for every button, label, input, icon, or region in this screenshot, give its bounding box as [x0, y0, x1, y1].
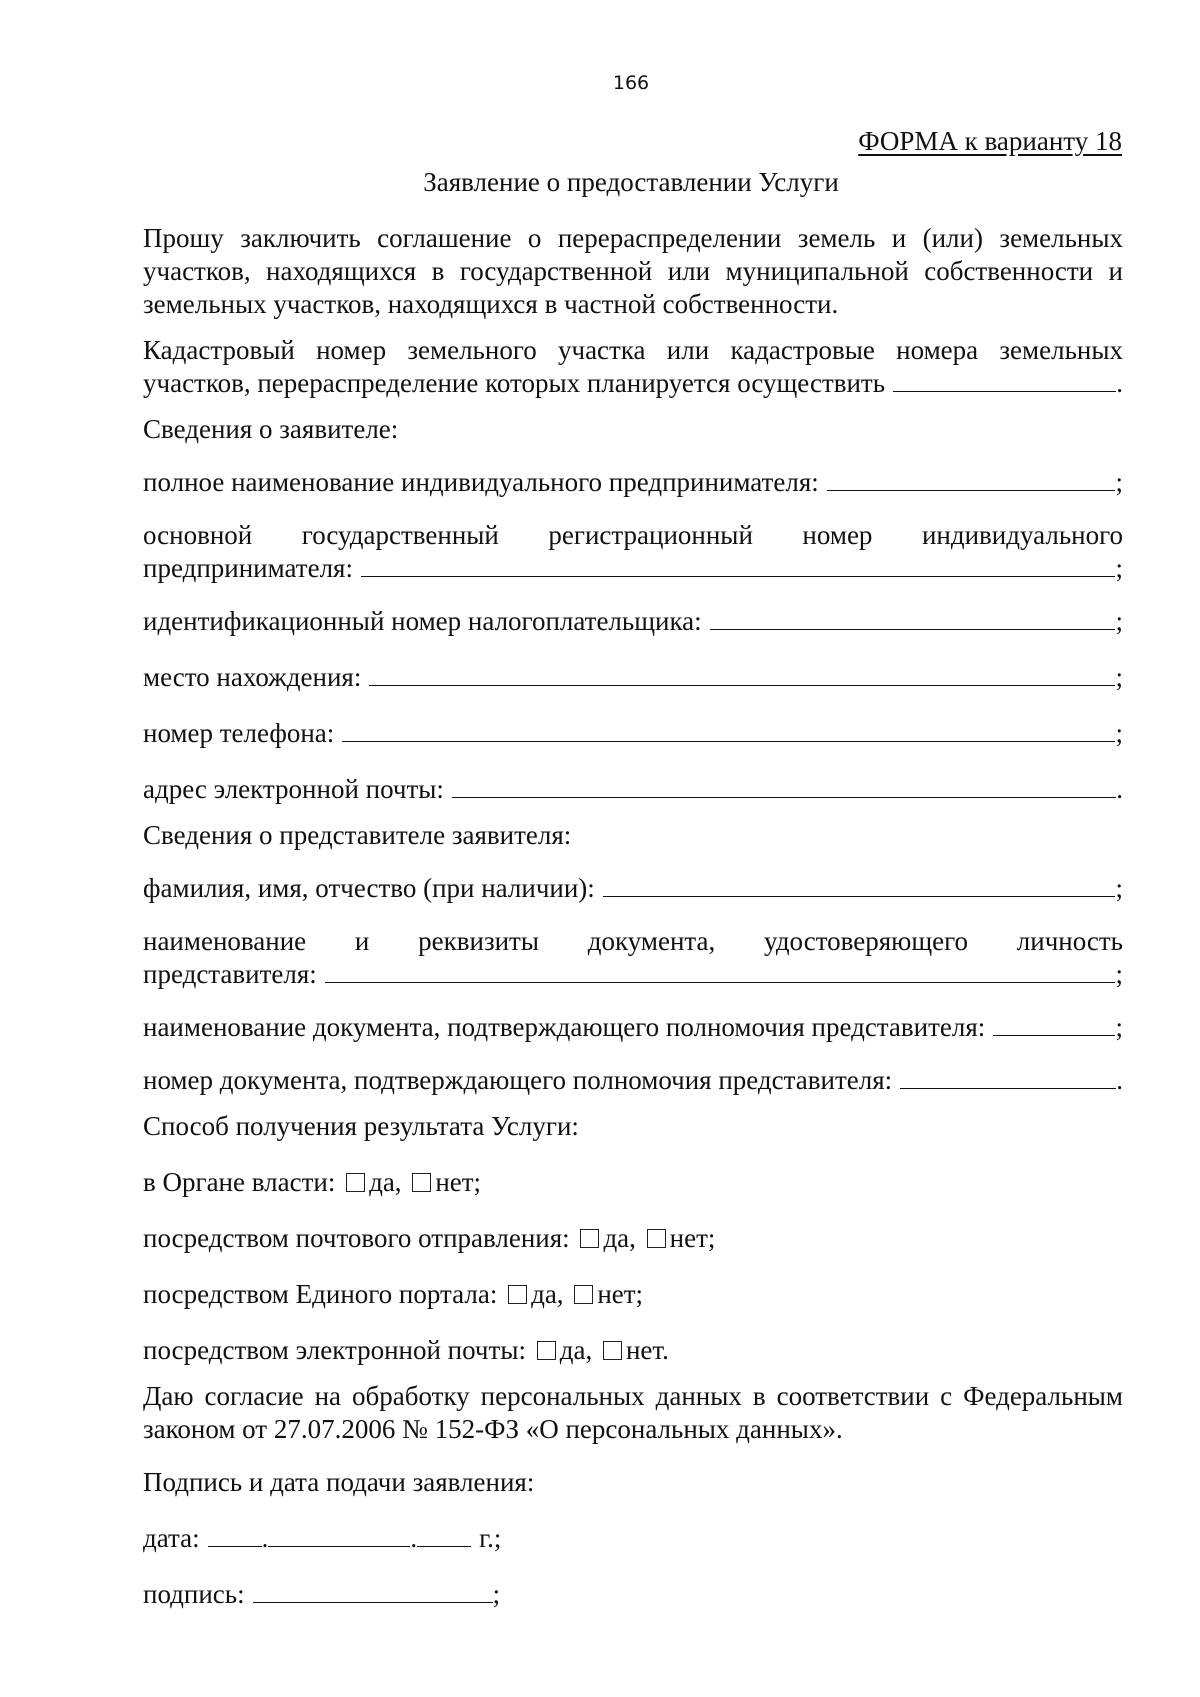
location-blank[interactable]: [369, 663, 1115, 686]
punct: ;: [1115, 606, 1123, 636]
field-label: фамилия, имя, отчество (при наличии):: [143, 873, 595, 903]
date-separator: .: [261, 1523, 269, 1553]
form-body: [143, 222, 1123, 1611]
option-label: посредством почтового отправления:: [143, 1223, 570, 1253]
signature-label: подпись:: [143, 1579, 245, 1609]
inn-blank[interactable]: [710, 607, 1116, 630]
location-field: [143, 661, 1123, 694]
form-variant-label: ФОРМА к варианту 18: [858, 126, 1122, 156]
signature-heading: Подпись и дата подачи заявления:: [143, 1467, 535, 1497]
fio-blank[interactable]: [603, 874, 1116, 897]
consent-line-2: законом от 27.07.2006 № 152-ФЗ «О персональных данных».: [143, 1414, 843, 1444]
email-field: [143, 773, 1123, 806]
id-doc-line-2: [143, 958, 1123, 991]
rep-fio-field: [143, 872, 1123, 905]
no-checkbox[interactable]: [647, 1229, 666, 1248]
ogrnip-blank[interactable]: [361, 554, 1116, 577]
punct: ;: [1115, 553, 1123, 583]
punct: ;: [1115, 873, 1123, 903]
cadastral-line-1: Кадастровый номер земельного участка или кадастровые номера земельных: [143, 335, 1123, 365]
field-label: идентификационный номер налогоплательщика:: [143, 606, 702, 636]
cadastral-label: участков, перераспределение которых планируется осуществить: [143, 368, 886, 398]
inn-field: [143, 605, 1123, 638]
no-label: нет.: [625, 1335, 669, 1365]
cadastral-blank[interactable]: [893, 369, 1116, 392]
field-label: место нахождения:: [143, 662, 362, 692]
yes-checkbox[interactable]: [537, 1341, 556, 1360]
id-doc-line-1: наименование и реквизиты документа, удостоверяющего личность: [143, 926, 1123, 956]
field-label: представителя:: [143, 959, 317, 989]
punct: ;: [1115, 1012, 1123, 1042]
cadastral-line-2: [143, 367, 1123, 400]
field-label: наименование документа, подтверждающего полномочия представителя:: [143, 1012, 986, 1042]
no-label: нет;: [435, 1167, 482, 1197]
fullname-blank[interactable]: [827, 468, 1116, 491]
consent-paragraph: [143, 1380, 1123, 1446]
punct: ;: [1115, 718, 1123, 748]
option-label: посредством электронной почты:: [143, 1335, 526, 1365]
day-blank[interactable]: [208, 1524, 262, 1547]
rep-id-doc-field: [143, 925, 1123, 991]
signature-field: [143, 1578, 1123, 1611]
date-label: дата:: [143, 1523, 200, 1553]
applicant-heading: Сведения о заявителе:: [143, 414, 399, 444]
consent-line-1: Даю согласие на обработку персональных данных в соответствии с Федеральным: [143, 1381, 1123, 1411]
option-label: посредством Единого портала:: [143, 1279, 498, 1309]
ogrnip-line-2: [143, 552, 1123, 585]
phone-field: [143, 717, 1123, 750]
punct: .: [1116, 368, 1123, 398]
punct: ;: [1115, 662, 1123, 692]
yes-label: да,: [531, 1279, 564, 1309]
authority-doc-name-blank[interactable]: [993, 1013, 1115, 1036]
id-doc-blank[interactable]: [325, 960, 1116, 983]
punct: ;: [492, 1579, 501, 1609]
page-number: 166: [612, 72, 650, 94]
field-label: номер документа, подтверждающего полномочия представителя:: [143, 1065, 893, 1095]
authority-doc-name-field: [143, 1011, 1123, 1044]
year-suffix: г.;: [479, 1523, 502, 1553]
yes-label: да,: [559, 1335, 593, 1365]
result-option-organ: [143, 1166, 1123, 1199]
no-label: нет;: [669, 1223, 716, 1253]
date-separator: .: [410, 1523, 418, 1553]
punct: ;: [1115, 959, 1123, 989]
no-label: нет;: [597, 1279, 644, 1309]
cadastral-field: [143, 334, 1123, 400]
result-option-mail: [143, 1222, 1123, 1255]
request-paragraph: Прошу заключить соглашение о перераспределении земель и (или) земельных участков, находящихся в государственной или муниципальной собственности и земельных участков, находящихся в частной собственности.: [143, 223, 1123, 319]
year-blank[interactable]: [417, 1524, 471, 1547]
applicant-fullname-field: [143, 466, 1123, 499]
field-label: адрес электронной почты:: [143, 774, 444, 804]
no-checkbox[interactable]: [574, 1285, 593, 1304]
representative-heading: Сведения о представителе заявителя:: [143, 820, 572, 850]
field-label: предпринимателя:: [143, 553, 353, 583]
yes-checkbox[interactable]: [580, 1229, 599, 1248]
date-field: [143, 1522, 1123, 1555]
authority-doc-number-field: [143, 1064, 1123, 1097]
yes-checkbox[interactable]: [346, 1173, 365, 1192]
month-blank[interactable]: [268, 1524, 410, 1547]
option-label: в Органе власти:: [143, 1167, 336, 1197]
signature-blank[interactable]: [253, 1580, 493, 1603]
authority-doc-number-blank[interactable]: [900, 1066, 1116, 1089]
email-blank[interactable]: [452, 775, 1116, 798]
field-label: номер телефона:: [143, 718, 335, 748]
result-method-heading: Способ получения результата Услуги:: [143, 1111, 579, 1141]
ogrnip-field: [143, 519, 1123, 585]
no-checkbox[interactable]: [603, 1341, 622, 1360]
punct: ;: [1115, 467, 1123, 497]
field-label: полное наименование индивидуального предпринимателя:: [143, 467, 819, 497]
result-option-email: [143, 1334, 1123, 1367]
no-checkbox[interactable]: [412, 1173, 431, 1192]
yes-label: да,: [603, 1223, 636, 1253]
punct: .: [1116, 1065, 1123, 1095]
yes-label: да,: [369, 1167, 402, 1197]
punct: .: [1116, 774, 1123, 804]
phone-blank[interactable]: [342, 719, 1115, 742]
ogrnip-line-1: основной государственный регистрационный номер индивидуального: [143, 520, 1123, 550]
yes-checkbox[interactable]: [508, 1285, 527, 1304]
result-option-portal: [143, 1278, 1123, 1311]
document-title: Заявление о предоставлении Услуги: [423, 167, 839, 197]
